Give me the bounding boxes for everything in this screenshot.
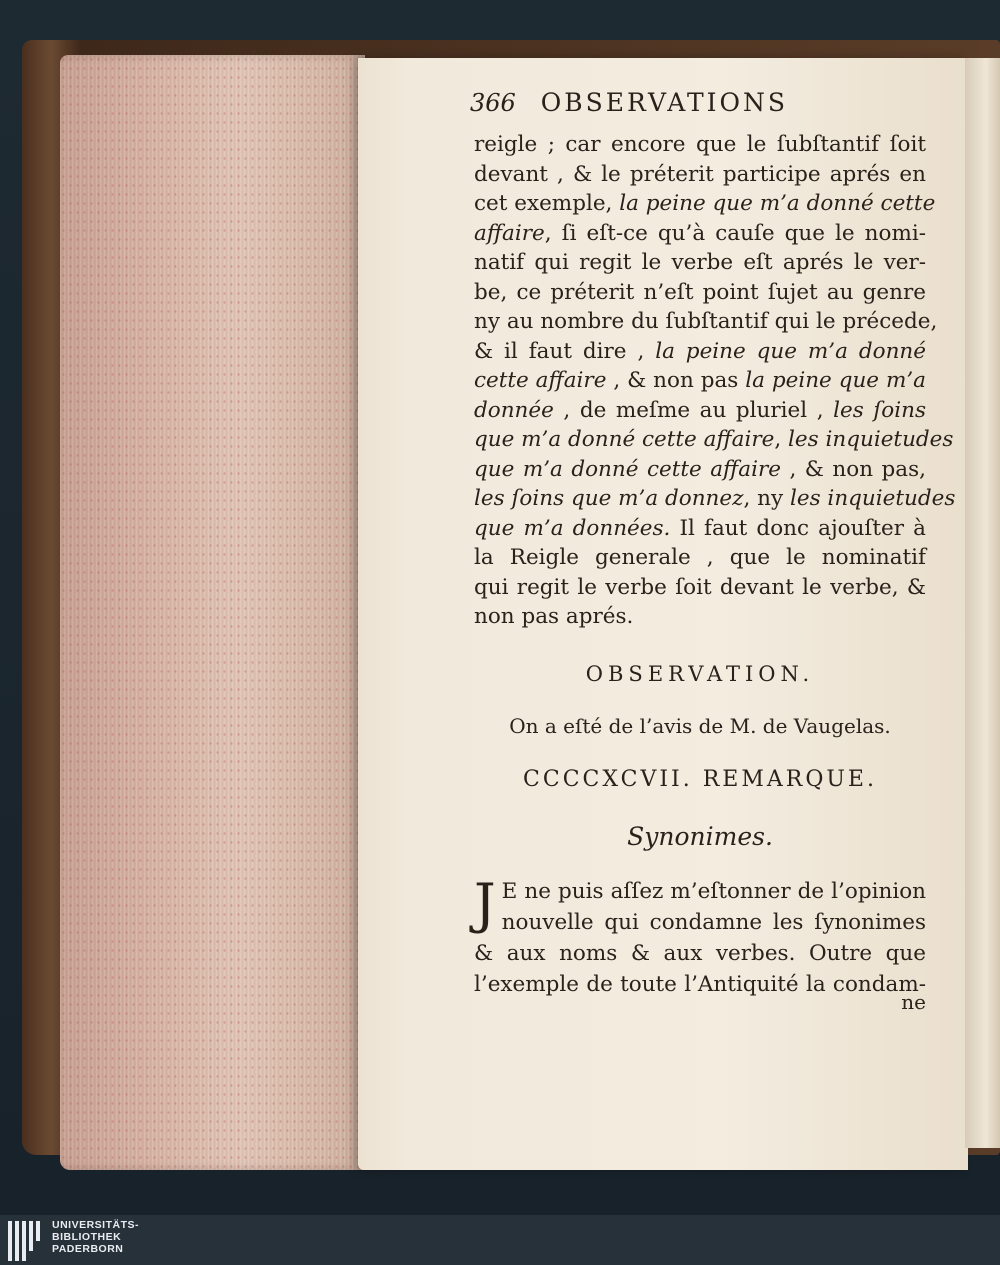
body-line: [474, 573, 926, 603]
body-text: [474, 130, 956, 632]
text-segment: natif qui regit le verbe eſt aprés le ver-: [474, 250, 926, 275]
body-line: [474, 189, 936, 219]
page-fore-edge: [60, 55, 365, 1170]
text-segment: & il faut dire ,: [474, 338, 656, 364]
text-segment: ,: [774, 427, 789, 452]
text-segment: qui regit le verbe ſoit devant le verbe, &: [474, 574, 926, 600]
text-segment: , ſi eſt-ce qu’à cauſe que le nomi-: [544, 220, 926, 246]
text-segment: be, ce préterit n’eſt point ſujet au genre: [474, 279, 926, 305]
italic-segment: les ſoins que m’a donnez: [474, 486, 744, 511]
paragraph: [474, 872, 926, 1000]
text-segment: reigle ; car encore que le ſubſtantif ſoit: [474, 132, 926, 157]
running-header: [470, 88, 870, 117]
body-line: [474, 219, 926, 249]
library-line: BIBLIOTHEK: [52, 1231, 122, 1243]
italic-segment: la peine que m’a: [745, 368, 926, 393]
italic-segment: que m’a donné cette affaire: [474, 456, 781, 482]
body-line: [474, 396, 926, 426]
section-title: Synonimes.: [627, 822, 773, 851]
italic-segment: que m’a donné cette affaire: [474, 427, 775, 452]
remarque-heading: CCCCXCVII. REMARQUE.: [523, 767, 877, 792]
italic-segment: les inquietudes: [789, 486, 956, 511]
body-line: [474, 602, 926, 632]
italic-segment: la peine que m’a donné cette: [619, 191, 936, 216]
para-line: l’exemple de toute l’Antiquité la condam-: [474, 972, 926, 997]
next-page-edge: [965, 58, 1000, 1148]
text-segment: ny au nombre du ſubſtantif qui le précede,: [474, 309, 938, 334]
body-line: [474, 543, 926, 573]
library-bars-logo-icon: [8, 1221, 44, 1261]
body-line: [474, 278, 926, 308]
edge-speckle-texture: [60, 55, 365, 1170]
catchword: ne: [901, 990, 926, 1014]
body-line: [474, 130, 926, 160]
text-segment: , & non pas: [606, 368, 746, 393]
running-head-title: OBSERVATIONS: [540, 88, 789, 117]
text-segment: la Reigle generale , que le nominatif: [474, 545, 926, 570]
footer-bar: [0, 1215, 1000, 1265]
drop-cap: J: [474, 872, 496, 935]
text-segment: , de meſme au pluriel ,: [553, 397, 834, 423]
body-line: [474, 455, 926, 485]
body-line: [474, 484, 956, 514]
body-line: [474, 307, 938, 337]
text-segment: , ny: [743, 486, 790, 511]
italic-segment: que m’a données.: [474, 515, 671, 541]
body-line: [474, 160, 926, 190]
library-line: PADERBORN: [52, 1243, 124, 1255]
para-line: nouvelle qui condamne les ſynonimes: [501, 910, 926, 935]
italic-segment: les inquietudes: [788, 427, 954, 452]
italic-segment: affaire: [474, 220, 545, 246]
library-name: [52, 1219, 139, 1255]
text-segment: , & non pas,: [780, 456, 926, 482]
observation-text: On a eſté de l’avis de M. de Vaugelas.: [509, 714, 891, 738]
observation-heading: OBSERVATION.: [585, 662, 815, 686]
text-segment: Il faut donc ajouſter à: [670, 515, 926, 541]
para-line: & aux noms & aux verbes. Outre que: [474, 941, 926, 966]
library-line: UNIVERSITÄTS-: [52, 1219, 140, 1231]
text-segment: non pas aprés.: [474, 604, 634, 629]
body-line: [474, 514, 926, 544]
italic-segment: la peine que m’a donné: [655, 338, 926, 364]
body-line: [474, 425, 954, 455]
italic-segment: donnée: [474, 397, 554, 423]
italic-segment: cette affaire: [474, 368, 607, 393]
para-line: E ne puis aſſez m’eſtonner de l’opinion: [501, 879, 926, 904]
text-segment: cet exemple,: [474, 191, 620, 216]
italic-segment: les ſoins: [833, 397, 926, 423]
body-line: [474, 248, 926, 278]
body-line: [474, 337, 926, 367]
text-segment: devant , & le préterit participe aprés en: [474, 161, 926, 187]
page-number: 366: [470, 89, 516, 117]
body-line: [474, 366, 926, 396]
